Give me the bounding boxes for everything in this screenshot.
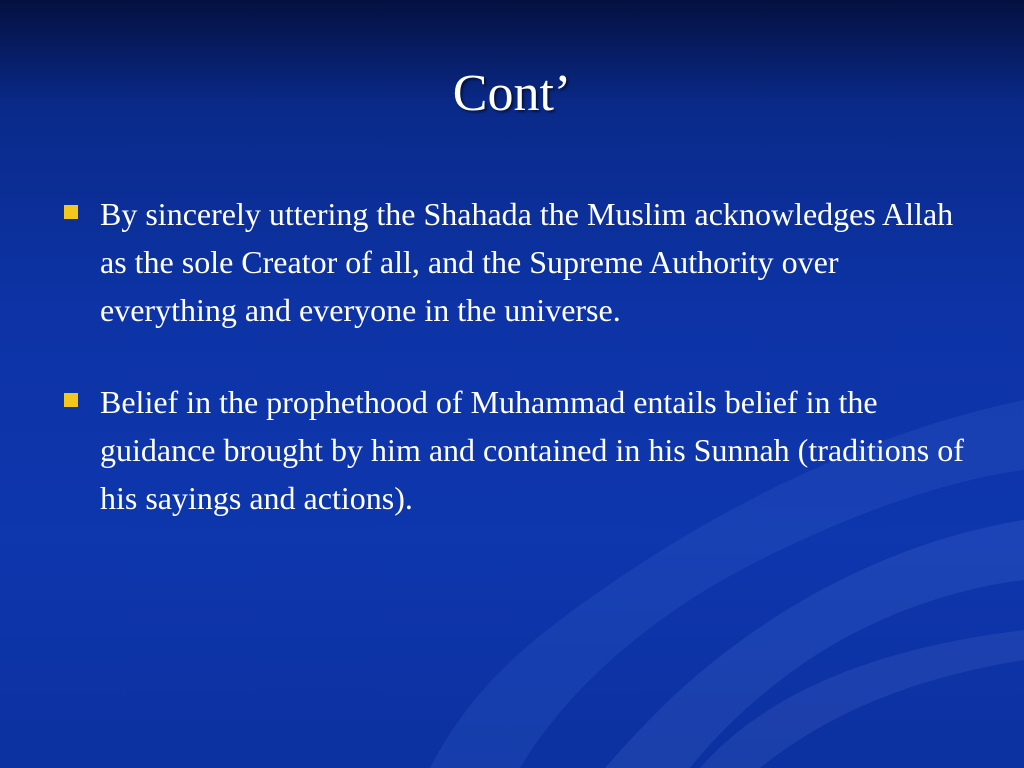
bullet-text: Belief in the prophethood of Muhammad entails belief in the guidance brought by him and contained in his Sunnah (traditions of his sayings and actions). xyxy=(100,384,964,516)
square-bullet-icon xyxy=(64,205,78,219)
bullet-text: By sincerely uttering the Shahada the Muslim acknowledges Allah as the sole Creator of all, and the Supreme Authority over everything and everyone in the universe. xyxy=(100,196,954,328)
slide-title: Cont’ xyxy=(452,65,572,122)
bullet-item xyxy=(60,378,970,522)
bullet-item xyxy=(60,190,970,334)
bullet-list xyxy=(60,190,970,566)
square-bullet-icon xyxy=(64,393,78,407)
